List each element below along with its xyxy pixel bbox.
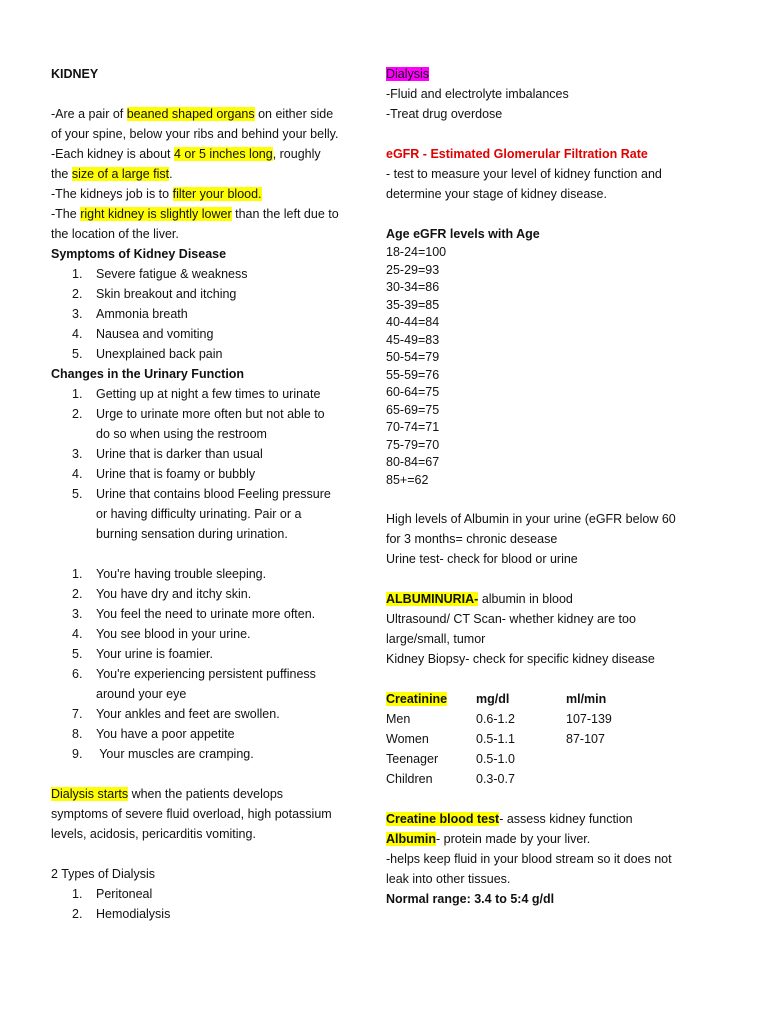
symptoms-list bbox=[51, 264, 341, 364]
list-item: 3. Ammonia breath bbox=[72, 307, 188, 321]
list-item: 85+=62 bbox=[386, 472, 429, 487]
urinary-list bbox=[51, 384, 341, 544]
list-item: 2. Hemodialysis bbox=[72, 907, 171, 921]
list-item: 35-39=85 bbox=[386, 297, 440, 312]
egfr-title: eGFR - Estimated Glomerular Filtration Rate bbox=[386, 147, 648, 161]
table-cell: Women bbox=[386, 732, 429, 746]
table-cell bbox=[566, 749, 612, 769]
albumin-line: Albumin- protein made by your liver. bbox=[386, 832, 591, 846]
list-item: 40-44=84 bbox=[386, 315, 440, 329]
table-cell: 0.3-0.7 bbox=[476, 772, 515, 786]
list-item: 1. You're having trouble sleeping. bbox=[72, 567, 267, 581]
creatinine-table bbox=[386, 689, 612, 789]
list-item: 2. Urge to urinate more often but not able to do so when using the restroom bbox=[72, 407, 325, 441]
table-header-cell: mg/dl bbox=[476, 692, 510, 706]
list-item: 4. You see blood in your urine. bbox=[72, 627, 251, 641]
page-title: KIDNEY bbox=[51, 67, 99, 81]
dialysis-item: -Treat drug overdose bbox=[386, 107, 503, 121]
list-item: 4. Urine that is foamy or bubbly bbox=[72, 467, 256, 481]
table-cell: 0.5-1.0 bbox=[476, 752, 515, 766]
list-item: 25-29=93 bbox=[386, 262, 440, 277]
urine-test-line: Urine test- check for blood or urine bbox=[386, 552, 578, 566]
table-cell: 0.6-1.2 bbox=[476, 712, 515, 726]
albumin-high-paragraph: High levels of Albumin in your urine (eGFR below 60 for 3 months= chronic desease bbox=[386, 512, 676, 546]
symptoms-heading: Symptoms of Kidney Disease bbox=[51, 247, 227, 261]
table-cell bbox=[566, 769, 612, 789]
table-row bbox=[386, 729, 612, 749]
types-list bbox=[51, 884, 341, 924]
intro-paragraph-4: -The right kidney is slightly lower than the left due to the location of the liver. bbox=[51, 207, 339, 241]
right-column bbox=[386, 64, 716, 909]
intro-paragraph-1: -Are a pair of beaned shaped organs on either side of your spine, below your ribs and behind your belly. bbox=[51, 107, 339, 141]
types-heading: 2 Types of Dialysis bbox=[51, 867, 155, 881]
left-column bbox=[51, 64, 341, 924]
list-item: 1. Peritoneal bbox=[72, 887, 153, 901]
table-row bbox=[386, 709, 612, 729]
list-item: 30-34=86 bbox=[386, 280, 440, 294]
list-item: 75-79=70 bbox=[386, 437, 440, 452]
list-item: 70-74=71 bbox=[386, 420, 440, 434]
albuminuria-line: ALBUMINURIA- albumin in blood bbox=[386, 592, 573, 606]
age-levels-list bbox=[386, 244, 716, 489]
list-item: 7. Your ankles and feet are swollen. bbox=[72, 707, 280, 721]
list-item: 9. Your muscles are cramping. bbox=[72, 747, 254, 761]
table-cell: Children bbox=[386, 772, 433, 786]
list-item: 45-49=83 bbox=[386, 332, 440, 347]
signs-list bbox=[51, 564, 341, 764]
list-item: 5. Unexplained back pain bbox=[72, 347, 223, 361]
table-cell: 107-139 bbox=[566, 712, 612, 726]
dialysis-starts-paragraph: Dialysis starts when the patients develops symptoms of severe fluid overload, high potassium levels, acidosis, pericarditis vomiting. bbox=[51, 787, 332, 841]
dialysis-title: Dialysis bbox=[386, 67, 430, 81]
list-item: 60-64=75 bbox=[386, 385, 440, 399]
albumin-helps-paragraph: -helps keep fluid in your blood stream so it does not leak into other tissues. bbox=[386, 852, 672, 886]
intro-paragraph-3: -The kidneys job is to filter your blood. bbox=[51, 187, 262, 201]
list-item: 1. Getting up at night a few times to urinate bbox=[72, 387, 321, 401]
list-item: 6. You're experiencing persistent puffiness around your eye bbox=[72, 667, 316, 701]
list-item: 5. Your urine is foamier. bbox=[72, 647, 213, 661]
table-row bbox=[386, 769, 612, 789]
table-header-row bbox=[386, 689, 612, 709]
list-item: 1. Severe fatigue & weakness bbox=[72, 267, 248, 281]
creatine-test-line: Creatine blood test- assess kidney function bbox=[386, 812, 633, 826]
intro-paragraph-2: -Each kidney is about 4 or 5 inches long, roughly the size of a large fist. bbox=[51, 147, 321, 181]
table-cell: 87-107 bbox=[566, 732, 605, 746]
dialysis-item: -Fluid and electrolyte imbalances bbox=[386, 87, 569, 101]
list-item: 18-24=100 bbox=[386, 245, 447, 259]
table-cell: Teenager bbox=[386, 752, 439, 766]
table-row bbox=[386, 749, 612, 769]
biopsy-line: Kidney Biopsy- check for specific kidney disease bbox=[386, 652, 655, 666]
age-levels-heading: Age eGFR levels with Age bbox=[386, 227, 540, 241]
list-item: 8. You have a poor appetite bbox=[72, 727, 235, 741]
list-item: 50-54=79 bbox=[386, 350, 440, 364]
table-header-cell: ml/min bbox=[566, 692, 607, 706]
urinary-heading: Changes in the Urinary Function bbox=[51, 367, 245, 381]
egfr-description: - test to measure your level of kidney function and determine your stage of kidney disease. bbox=[386, 167, 662, 201]
table-cell: Men bbox=[386, 712, 411, 726]
ultrasound-paragraph: Ultrasound/ CT Scan- whether kidney are too large/small, tumor bbox=[386, 612, 636, 646]
list-item: 3. You feel the need to urinate more often. bbox=[72, 607, 316, 621]
list-item: 65-69=75 bbox=[386, 402, 440, 417]
list-item: 2. You have dry and itchy skin. bbox=[72, 587, 252, 601]
list-item: 2. Skin breakout and itching bbox=[72, 287, 237, 301]
normal-range-line: Normal range: 3.4 to 5:4 g/dl bbox=[386, 892, 555, 906]
list-item: 3. Urine that is darker than usual bbox=[72, 447, 263, 461]
list-item: 55-59=76 bbox=[386, 367, 440, 382]
creatinine-header: Creatinine bbox=[386, 692, 448, 706]
list-item: 4. Nausea and vomiting bbox=[72, 327, 214, 341]
list-item: 5. Urine that contains blood Feeling pressure or having difficulty urinating. Pair or a burning sensation during urination. bbox=[72, 487, 331, 541]
list-item: 80-84=67 bbox=[386, 455, 440, 469]
table-cell: 0.5-1.1 bbox=[476, 732, 515, 746]
